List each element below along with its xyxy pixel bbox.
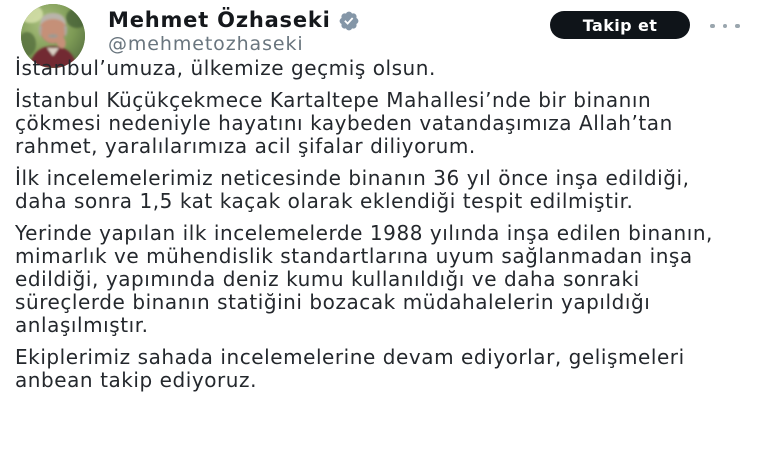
tweet-paragraph: Yerinde yapılan ilk incelemelerde 1988 yılında inşa edilen binanın, mimarlık ve mühendislik standartlarına uyum sağlanmadan inşa edildiği, yapımında deniz kumu kullanıldığı ve daha sonraki süreçlerde binanın statiğini bozacak müdahalelerin yapıldığı anlaşılmıştır. xyxy=(15,221,713,337)
tweet-paragraph: İstanbul Küçükçekmece Kartaltepe Mahallesi’nde bir binanın çökmesi nedeniyle hayatını kaybeden vatandaşımıza Allah’tan rahmet, yaralılarımıza acil şifalar diliyorum. xyxy=(15,88,673,158)
user-names xyxy=(108,8,360,55)
tweet-paragraph: İlk incelemelerimiz neticesinde binanın 36 yıl önce inşa edildiği, daha sonra 1,5 kat kaçak olarak eklendiği tespit edilmiştir. xyxy=(15,166,690,213)
tweet-text xyxy=(15,57,719,401)
tweet-paragraph: Ekiplerimiz sahada incelemelerine devam ediyorlar, gelişmeleri anbean takip ediyoruz. xyxy=(15,345,685,392)
more-options-button[interactable] xyxy=(710,20,750,32)
tweet-paragraph: İstanbul’umuza, ülkemize geçmiş olsun. xyxy=(15,56,436,80)
ellipsis-dot xyxy=(710,24,715,29)
ellipsis-dot xyxy=(723,24,728,29)
display-name-row xyxy=(108,8,360,32)
user-handle[interactable]: @mehmetozhaseki xyxy=(108,33,304,55)
verified-badge-icon xyxy=(338,10,360,32)
ellipsis-dot xyxy=(735,24,740,29)
follow-button[interactable]: Takip et xyxy=(550,11,690,39)
display-name[interactable]: Mehmet Özhaseki xyxy=(108,8,331,32)
